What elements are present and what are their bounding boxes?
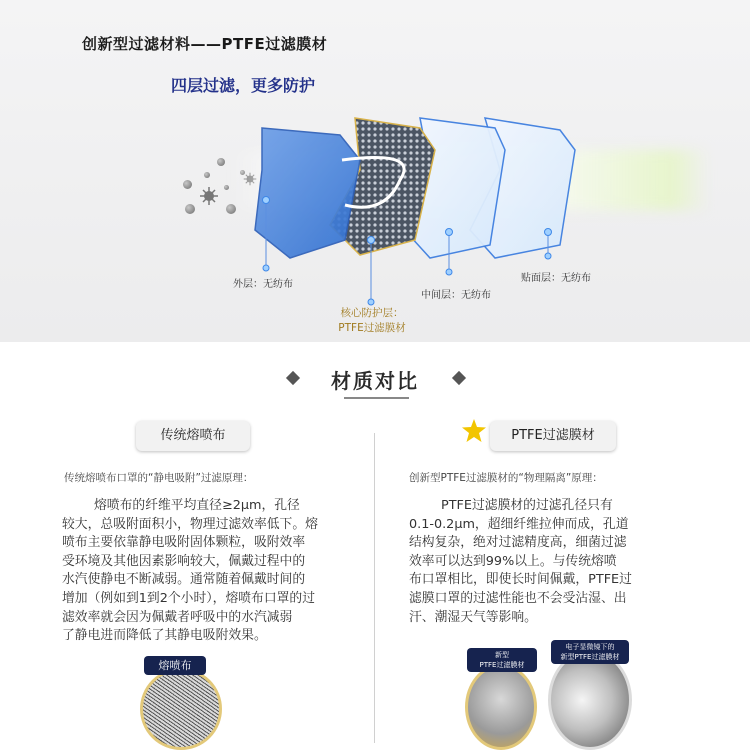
text-line: 滤效率就会因为佩戴者呼吸中的水汽减弱 bbox=[62, 609, 293, 625]
text-line: 受环境及其他因素影响较大，佩戴过程中的 bbox=[62, 553, 306, 569]
text-line: 布口罩相比，即使长时间佩戴，PTFE过 bbox=[409, 572, 632, 588]
text-line: 效率可以达到99%以上。与传统熔喷 bbox=[409, 553, 617, 569]
column-divider bbox=[374, 433, 375, 743]
badge-line: 电子显微镜下的 bbox=[565, 643, 615, 651]
ptfe-sample-image bbox=[465, 664, 537, 750]
ptfe-microscope-badge bbox=[551, 640, 629, 664]
page-title: 创新型过滤材料——PTFE过滤膜材 bbox=[82, 35, 328, 53]
filter-layers-diagram bbox=[0, 0, 750, 342]
text-line: 0.1-0.2μm，超细纤维拉伸而成，孔道 bbox=[409, 516, 629, 532]
inner-layer-label: 贴面层：无纺布 bbox=[521, 273, 591, 284]
text-line: 水汽使静电不断减弱。通常随着佩戴时间的 bbox=[62, 572, 306, 588]
ptfe-pill: PTFE过滤膜材 bbox=[490, 421, 616, 451]
core-layer-label bbox=[322, 306, 422, 336]
star-icon bbox=[462, 419, 486, 442]
middle-layer-label: 中间层：无纺布 bbox=[421, 290, 491, 301]
badge-line: PTFE过滤膜材 bbox=[479, 661, 525, 669]
text-line: 了静电进而降低了其静电吸附效果。 bbox=[62, 628, 267, 644]
badge-line: 新型 bbox=[495, 651, 509, 659]
core-layer-label-line2: PTFE过滤膜材 bbox=[338, 322, 406, 334]
ptfe-description bbox=[409, 497, 709, 627]
text-line: PTFE过滤膜材的过滤孔径只有 bbox=[441, 498, 613, 513]
meltblown-pill: 传统熔喷布 bbox=[136, 421, 250, 451]
meltblown-badge: 熔喷布 bbox=[144, 656, 206, 675]
outer-layer-label: 外层：无纺布 bbox=[233, 279, 293, 290]
meltblown-intro: 传统熔喷布口罩的“静电吸附”过滤原理： bbox=[64, 472, 254, 484]
text-line: 熔喷布的纤维平均直径≥2μm，孔径 bbox=[94, 498, 300, 513]
text-line: 滤膜口罩的过滤性能也不会受沾湿、出 bbox=[409, 590, 627, 606]
text-line: 较大，总吸附面积小，物理过滤效率低下。熔 bbox=[62, 516, 318, 532]
core-layer-label-line1: 核心防护层： bbox=[340, 307, 404, 319]
ptfe-microscope-image bbox=[548, 650, 632, 750]
text-line: 汗、潮湿天气等影响。 bbox=[409, 609, 537, 625]
hero-panel bbox=[0, 0, 750, 342]
section-title: 材质对比 bbox=[331, 369, 419, 393]
meltblown-microscope-image bbox=[140, 668, 222, 750]
text-line: 增加（例如到1到2个小时），熔喷布口罩的过 bbox=[62, 590, 316, 606]
meltblown-description bbox=[62, 497, 362, 646]
outer-layer-shape bbox=[255, 128, 360, 258]
page-subtitle: 四层过滤，更多防护 bbox=[171, 76, 316, 95]
ptfe-intro: 创新型PTFE过滤膜材的“物理隔离”原理： bbox=[409, 472, 603, 484]
text-line: 喷布主要依靠静电吸附固体颗粒，吸附效率 bbox=[62, 535, 306, 551]
section-underline bbox=[344, 397, 409, 399]
text-line: 结构复杂，绝对过滤精度高，细菌过滤 bbox=[409, 535, 627, 551]
badge-line: 新型PTFE过滤膜材 bbox=[560, 653, 620, 661]
ptfe-sample-badge bbox=[467, 648, 537, 672]
